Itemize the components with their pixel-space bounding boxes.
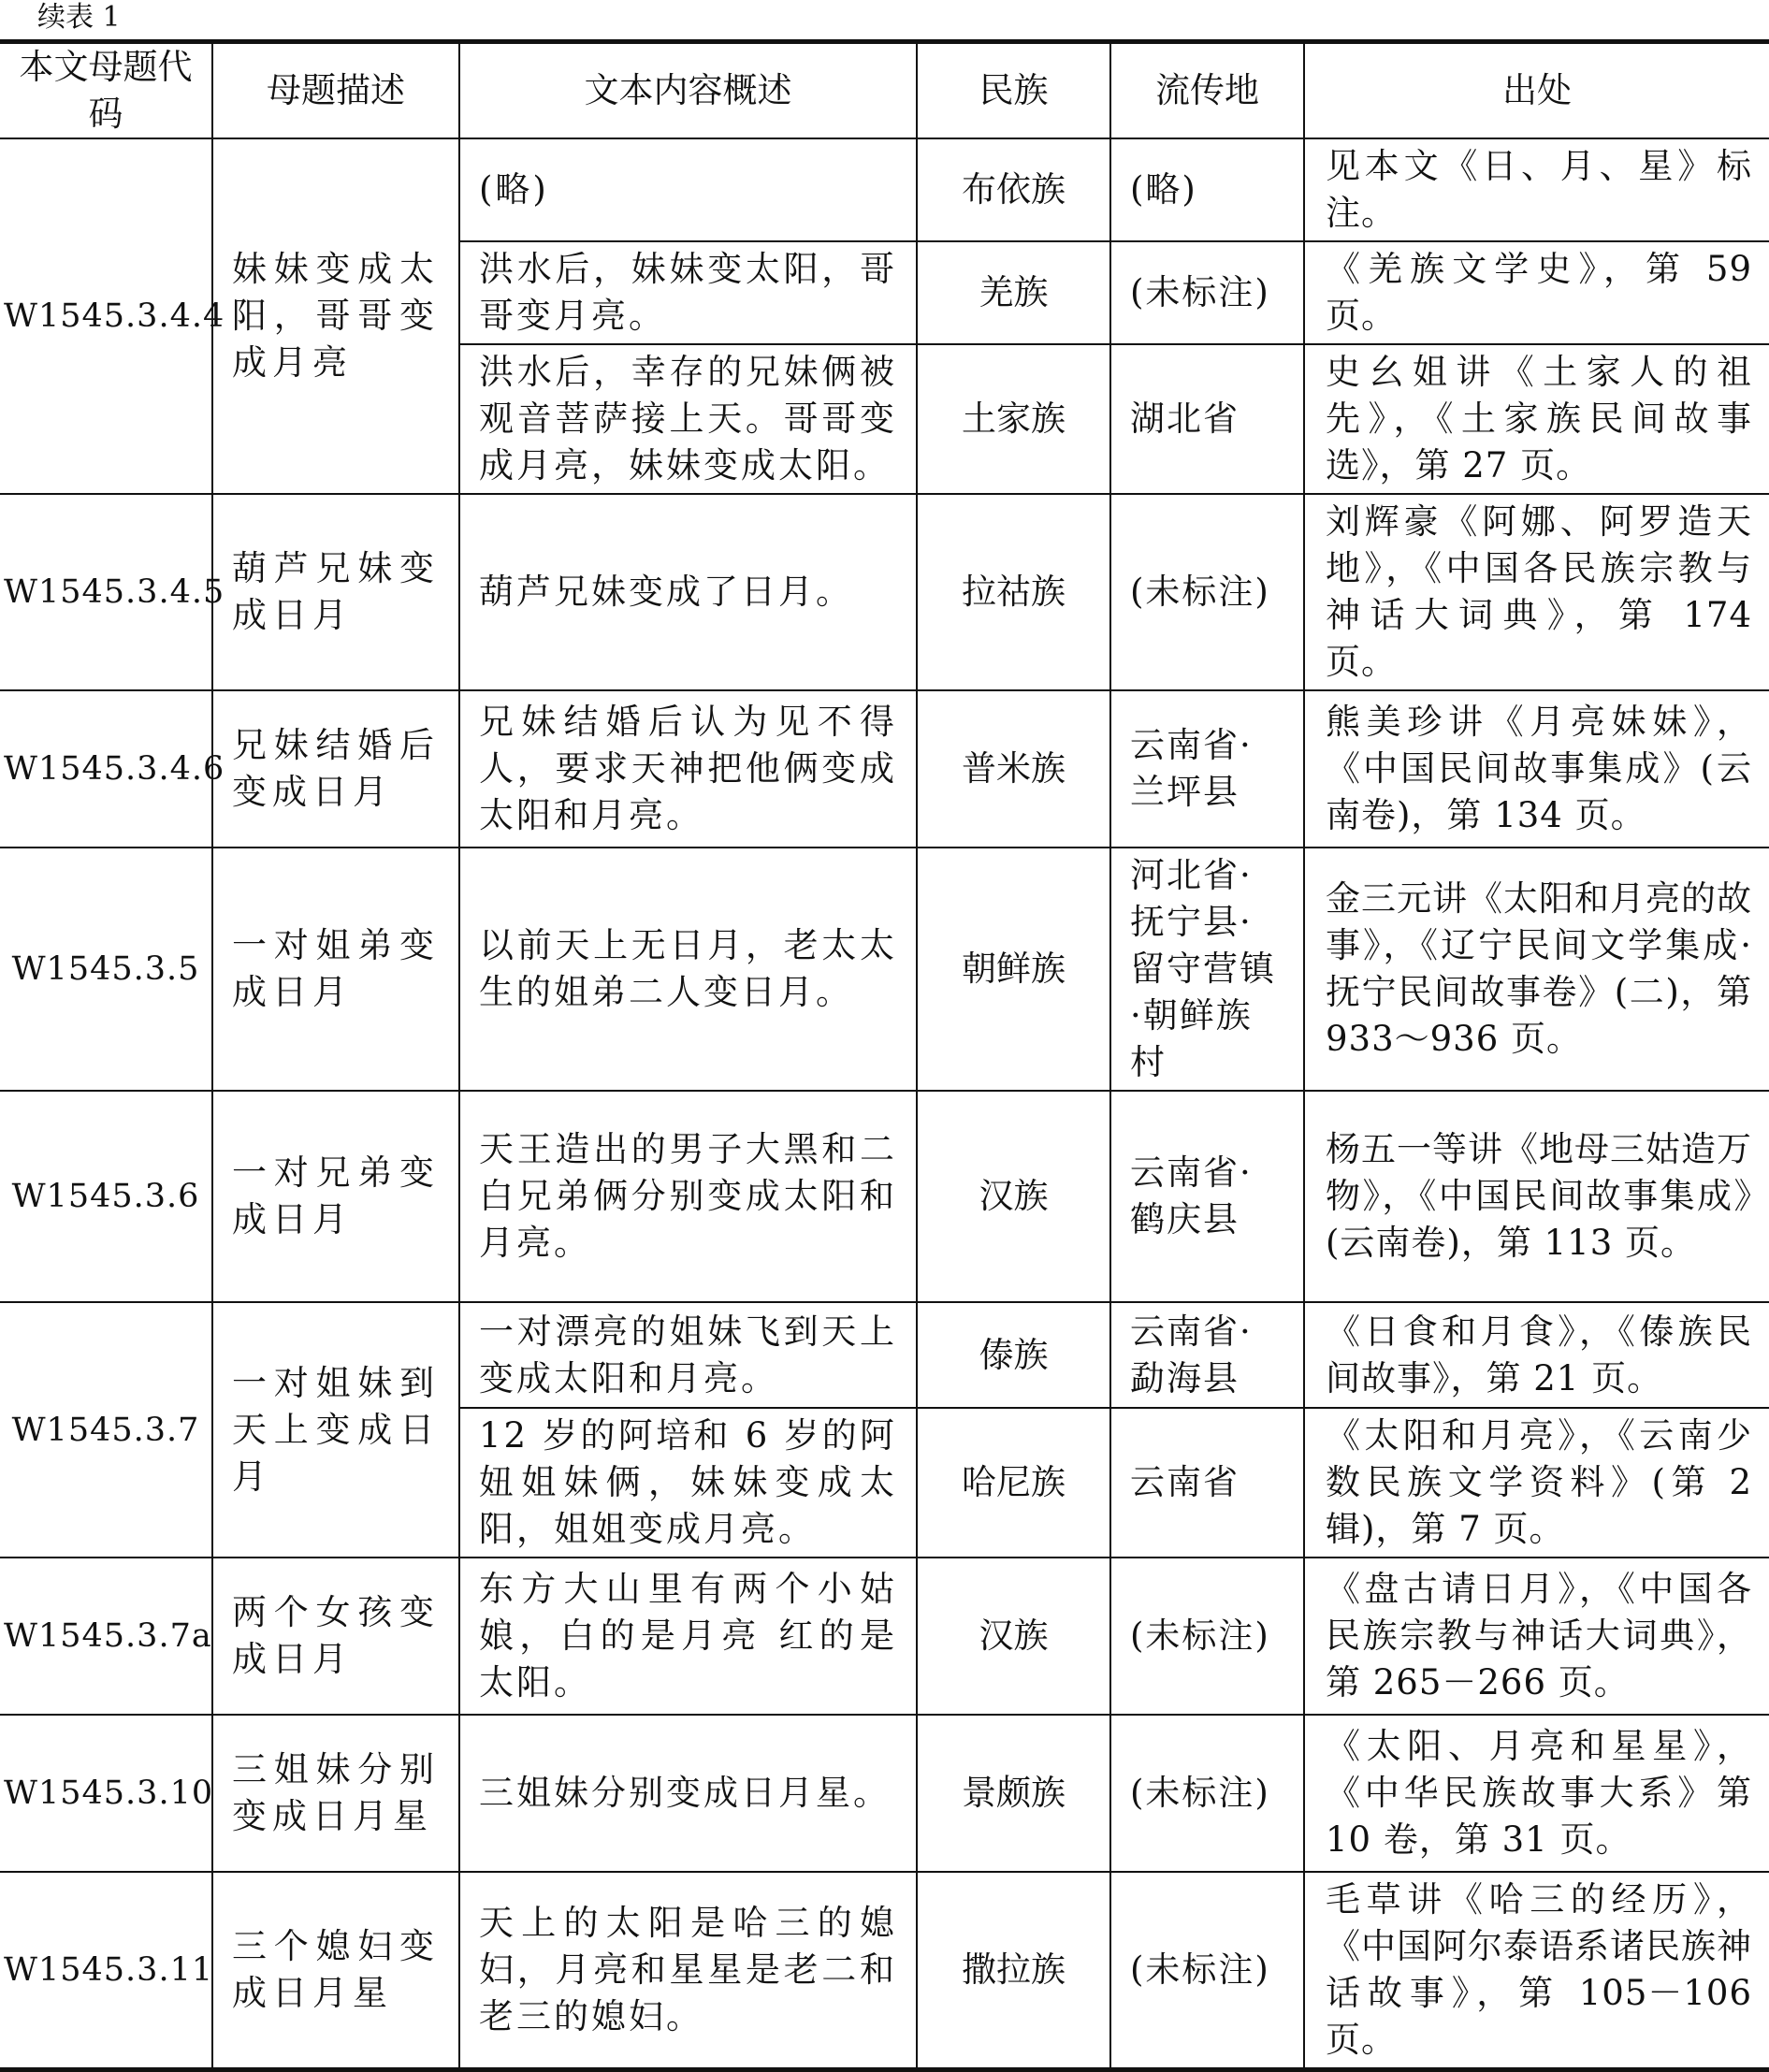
table-caption: 续表 1 bbox=[37, 1, 121, 34]
place-cell: 云南省·勐海县 bbox=[1110, 1302, 1304, 1408]
header-content: 文本内容概述 bbox=[459, 42, 917, 139]
motif-code-cell: W1545.3.6 bbox=[0, 1091, 212, 1302]
source-cell: 见本文《日、月、星》标注。 bbox=[1304, 138, 1769, 241]
table-row bbox=[0, 1302, 1769, 1408]
table-row bbox=[0, 848, 1769, 1091]
source-cell: 刘辉豪《阿娜、阿罗造天地》，《中国各民族宗教与神话大词典》，第 174 页。 bbox=[1304, 494, 1769, 690]
motif-description-cell: 两个女孩变成日月 bbox=[212, 1558, 459, 1715]
ethnicity-cell: 景颇族 bbox=[917, 1715, 1110, 1872]
header-row bbox=[0, 42, 1769, 139]
header-source: 出处 bbox=[1304, 42, 1769, 139]
content-summary-cell: 一对漂亮的姐妹飞到天上变成太阳和月亮。 bbox=[459, 1302, 917, 1408]
source-cell: 杨五一等讲《地母三姑造万物》，《中国民间故事集成》(云南卷)，第 113 页。 bbox=[1304, 1091, 1769, 1302]
motif-description-cell: 三姐妹分别变成日月星 bbox=[212, 1715, 459, 1872]
table-row bbox=[0, 1872, 1769, 2070]
motif-table bbox=[0, 39, 1769, 2072]
table-row bbox=[0, 494, 1769, 690]
content-summary-cell: 12 岁的阿培和 6 岁的阿妞姐妹俩，妹妹变成太阳，姐姐变成月亮。 bbox=[459, 1408, 917, 1558]
motif-description-cell: 妹妹变成太阳，哥哥变成月亮 bbox=[212, 138, 459, 494]
place-cell: 云南省·兰坪县 bbox=[1110, 690, 1304, 848]
content-summary-cell: 天王造出的男子大黑和二白兄弟俩分别变成太阳和月亮。 bbox=[459, 1091, 917, 1302]
content-summary-cell: (略) bbox=[459, 138, 917, 241]
motif-code-cell: W1545.3.4.5 bbox=[0, 494, 212, 690]
ethnicity-cell: 汉族 bbox=[917, 1558, 1110, 1715]
place-cell: (未标注) bbox=[1110, 494, 1304, 690]
motif-description-cell: 葫芦兄妹变成日月 bbox=[212, 494, 459, 690]
content-summary-cell: 洪水后，妹妹变太阳，哥哥变月亮。 bbox=[459, 241, 917, 344]
table-row bbox=[0, 138, 1769, 241]
header-ethnicity: 民族 bbox=[917, 42, 1110, 139]
source-cell: 《太阳、月亮和星星》，《中华民族故事大系》第 10 卷，第 31 页。 bbox=[1304, 1715, 1769, 1872]
place-cell: (未标注) bbox=[1110, 241, 1304, 344]
ethnicity-cell: 羌族 bbox=[917, 241, 1110, 344]
place-cell: 河北省·抚宁县·留守营镇·朝鲜族村 bbox=[1110, 848, 1304, 1091]
ethnicity-cell: 汉族 bbox=[917, 1091, 1110, 1302]
source-cell: 《日食和月食》，《傣族民间故事》，第 21 页。 bbox=[1304, 1302, 1769, 1408]
ethnicity-cell: 普米族 bbox=[917, 690, 1110, 848]
motif-code-cell: W1545.3.4.4 bbox=[0, 138, 212, 494]
table-body bbox=[0, 138, 1769, 2070]
motif-description-cell: 三个媳妇变成日月星 bbox=[212, 1872, 459, 2070]
header-code: 本文母题代码 bbox=[0, 42, 212, 139]
motif-code-cell: W1545.3.10 bbox=[0, 1715, 212, 1872]
motif-description-cell: 一对姐妹到天上变成日月 bbox=[212, 1302, 459, 1558]
ethnicity-cell: 撒拉族 bbox=[917, 1872, 1110, 2070]
place-cell: 湖北省 bbox=[1110, 344, 1304, 494]
source-cell: 《盘古请日月》，《中国各民族宗教与神话大词典》，第 265－266 页。 bbox=[1304, 1558, 1769, 1715]
content-summary-cell: 以前天上无日月，老太太生的姐弟二人变日月。 bbox=[459, 848, 917, 1091]
ethnicity-cell: 朝鲜族 bbox=[917, 848, 1110, 1091]
motif-description-cell: 兄妹结婚后变成日月 bbox=[212, 690, 459, 848]
motif-description-cell: 一对姐弟变成日月 bbox=[212, 848, 459, 1091]
table-row bbox=[0, 690, 1769, 848]
header-description: 母题描述 bbox=[212, 42, 459, 139]
place-cell: (略) bbox=[1110, 138, 1304, 241]
place-cell: 云南省·鹤庆县 bbox=[1110, 1091, 1304, 1302]
source-cell: 金三元讲《太阳和月亮的故事》，《辽宁民间文学集成·抚宁民间故事卷》(二)，第 933～936 页。 bbox=[1304, 848, 1769, 1091]
content-summary-cell: 兄妹结婚后认为见不得人，要求天神把他俩变成太阳和月亮。 bbox=[459, 690, 917, 848]
ethnicity-cell: 拉祜族 bbox=[917, 494, 1110, 690]
source-cell: 史幺姐讲《土家人的祖先》，《土家族民间故事选》，第 27 页。 bbox=[1304, 344, 1769, 494]
content-summary-cell: 葫芦兄妹变成了日月。 bbox=[459, 494, 917, 690]
motif-code-cell: W1545.3.7a bbox=[0, 1558, 212, 1715]
source-cell: 熊美珍讲《月亮妹妹》，《中国民间故事集成》(云南卷)，第 134 页。 bbox=[1304, 690, 1769, 848]
place-cell: (未标注) bbox=[1110, 1872, 1304, 2070]
place-cell: (未标注) bbox=[1110, 1558, 1304, 1715]
source-cell: 《羌族文学史》，第 59 页。 bbox=[1304, 241, 1769, 344]
place-cell: (未标注) bbox=[1110, 1715, 1304, 1872]
content-summary-cell: 三姐妹分别变成日月星。 bbox=[459, 1715, 917, 1872]
ethnicity-cell: 布依族 bbox=[917, 138, 1110, 241]
ethnicity-cell: 傣族 bbox=[917, 1302, 1110, 1408]
table-row bbox=[0, 1715, 1769, 1872]
table-row bbox=[0, 1558, 1769, 1715]
motif-code-cell: W1545.3.4.6 bbox=[0, 690, 212, 848]
motif-code-cell: W1545.3.11 bbox=[0, 1872, 212, 2070]
table-row bbox=[0, 1091, 1769, 1302]
content-summary-cell: 洪水后，幸存的兄妹俩被观音菩萨接上天。哥哥变成月亮，妹妹变成太阳。 bbox=[459, 344, 917, 494]
source-cell: 《太阳和月亮》，《云南少数民族文学资料》(第 2 辑)，第 7 页。 bbox=[1304, 1408, 1769, 1558]
place-cell: 云南省 bbox=[1110, 1408, 1304, 1558]
content-summary-cell: 天上的太阳是哈三的媳妇，月亮和星星是老二和老三的媳妇。 bbox=[459, 1872, 917, 2070]
content-summary-cell: 东方大山里有两个小姑娘，白的是月亮 红的是太阳。 bbox=[459, 1558, 917, 1715]
header-place: 流传地 bbox=[1110, 42, 1304, 139]
motif-code-cell: W1545.3.7 bbox=[0, 1302, 212, 1558]
motif-description-cell: 一对兄弟变成日月 bbox=[212, 1091, 459, 1302]
ethnicity-cell: 土家族 bbox=[917, 344, 1110, 494]
motif-code-cell: W1545.3.5 bbox=[0, 848, 212, 1091]
source-cell: 毛草讲《哈三的经历》，《中国阿尔泰语系诸民族神话故事》，第 105－106 页。 bbox=[1304, 1872, 1769, 2070]
ethnicity-cell: 哈尼族 bbox=[917, 1408, 1110, 1558]
